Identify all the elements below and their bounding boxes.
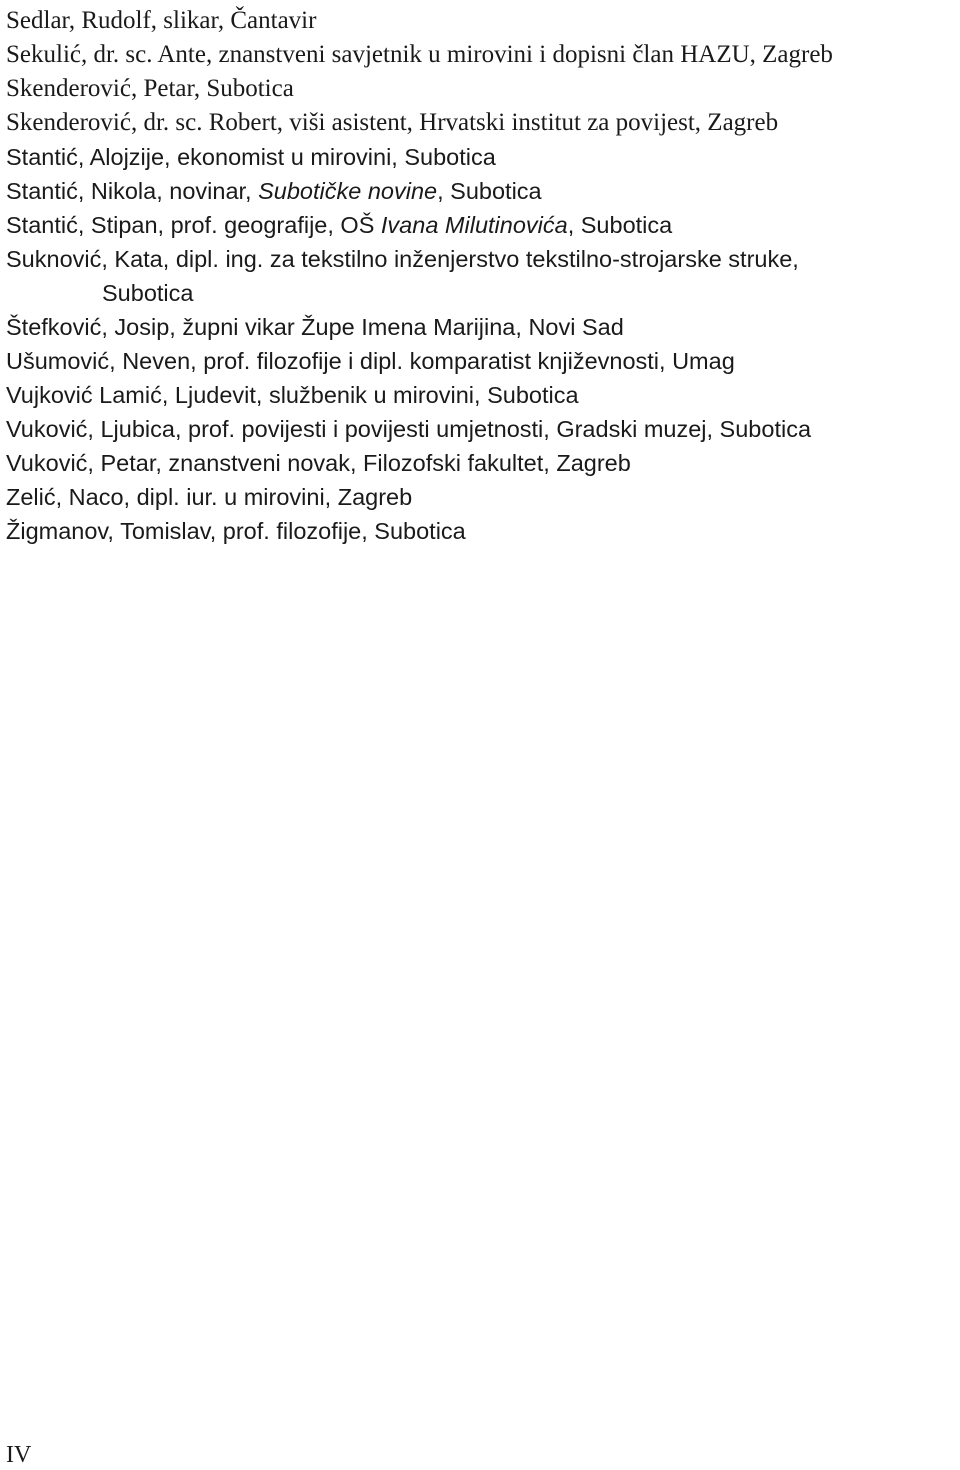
entry-text: Zelić, Naco, dipl. iur. u mirovini, Zagreb (6, 484, 413, 510)
entry-text: Vujković Lamić, Ljudevit, službenik u mirovini, Subotica (6, 382, 579, 408)
entry-text: Stantić, Alojzije, ekonomist u mirovini, Subotica (6, 144, 496, 170)
entry-italic-text: Subotičke novine (258, 178, 438, 204)
entry-text: Vuković, Petar, znanstveni novak, Filozofski fakultet, Zagreb (6, 450, 631, 476)
contributor-entry (6, 242, 960, 276)
entry-text: Suknović, Kata, dipl. ing. za tekstilno inženjerstvo tekstilno-strojarske struke, (6, 246, 799, 272)
contributor-entry (6, 140, 960, 174)
entry-text: Štefković, Josip, župni vikar Župe Imena Marijina, Novi Sad (6, 314, 624, 340)
contributor-entry (6, 208, 960, 242)
contributor-entry (6, 412, 960, 446)
contributor-entry (6, 38, 960, 72)
entry-text: , Subotica (437, 178, 542, 204)
contributor-entry (6, 4, 960, 38)
entry-text: Stantić, Nikola, novinar, (6, 178, 259, 204)
contributor-entry (6, 310, 960, 344)
page-number: IV (6, 1442, 32, 1468)
contributor-entry (6, 378, 960, 412)
contributor-entry (6, 514, 960, 548)
entry-text: Sekulić, dr. sc. Ante, znanstveni savjetnik u mirovini i dopisni član HAZU, Zagreb (6, 41, 833, 68)
contributor-list (6, 4, 960, 548)
contributor-entry (6, 344, 960, 378)
contributor-entry (6, 106, 960, 140)
contributor-entry (6, 174, 960, 208)
entry-text: Subotica (102, 280, 194, 306)
entry-text: Ušumović, Neven, prof. filozofije i dipl. komparatist književnosti, Umag (6, 348, 735, 374)
entry-italic-text: Ivana Milutinovića (380, 212, 568, 238)
entry-text: Sedlar, Rudolf, slikar, Čantavir (6, 7, 317, 34)
contributor-entry (6, 72, 960, 106)
entry-text: Stantić, Stipan, prof. geografije, OŠ (6, 212, 381, 238)
entry-text: Skenderović, Petar, Subotica (6, 75, 294, 102)
contributor-entry (6, 480, 960, 514)
entry-text: Vuković, Ljubica, prof. povijesti i povijesti umjetnosti, Gradski muzej, Subotica (6, 416, 812, 442)
entry-text: Žigmanov, Tomislav, prof. filozofije, Subotica (6, 518, 466, 544)
entry-text: , Subotica (567, 212, 673, 238)
contributor-entry (6, 446, 960, 480)
contributor-entry-continuation (6, 276, 960, 310)
entry-text: Skenderović, dr. sc. Robert, viši asistent, Hrvatski institut za povijest, Zagreb (6, 109, 779, 136)
